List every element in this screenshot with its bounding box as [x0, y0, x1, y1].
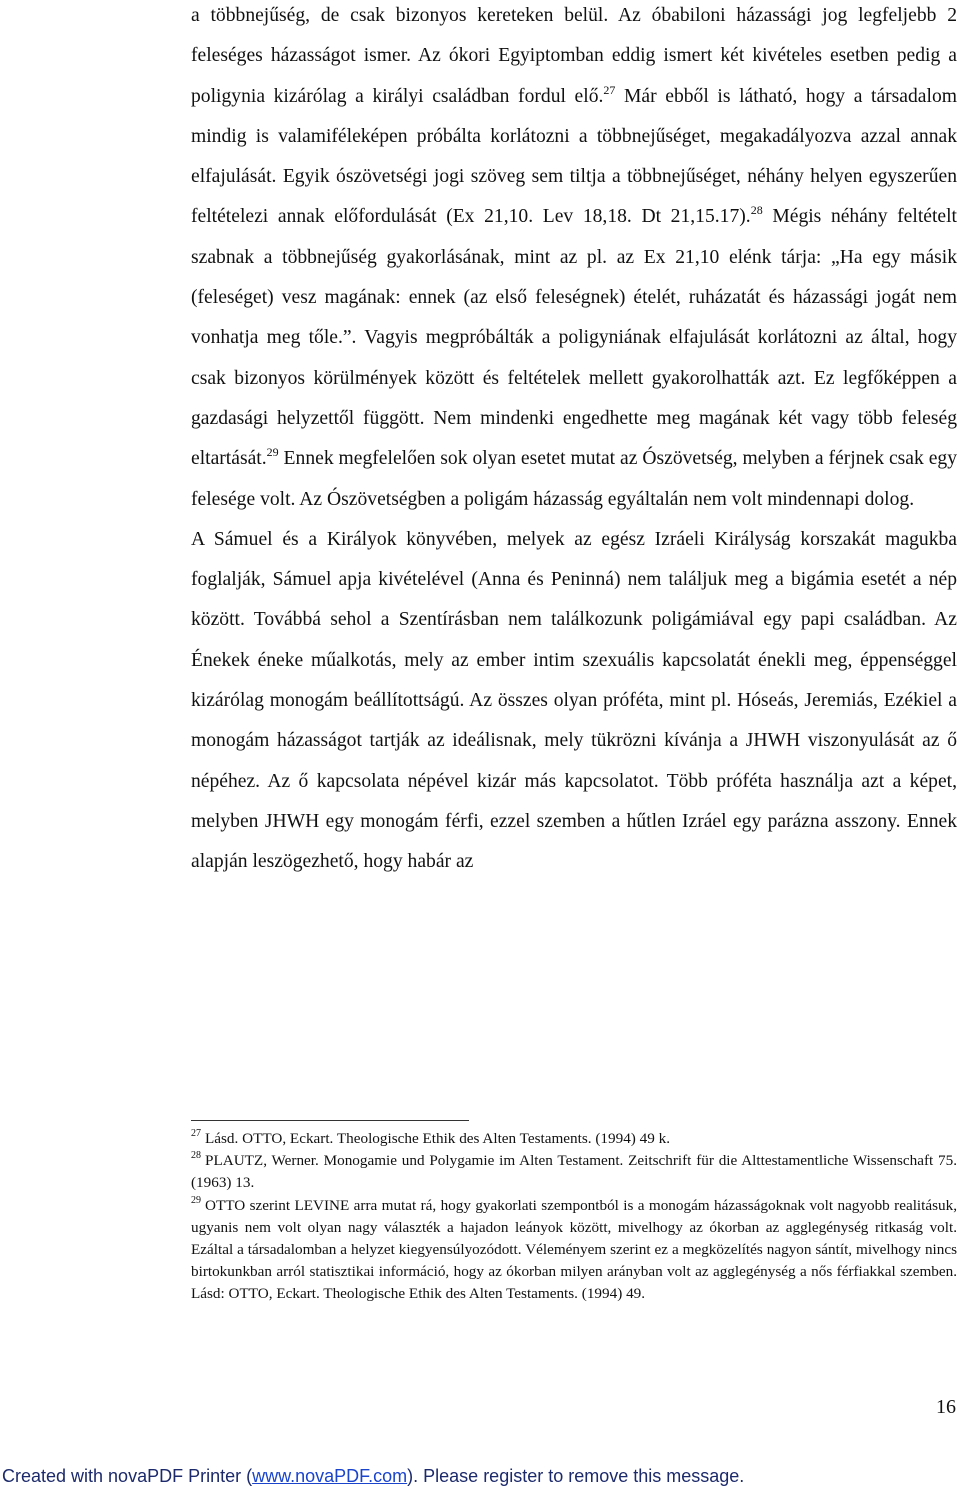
footnote-ref-29: 29 — [266, 445, 279, 460]
page-number: 16 — [936, 1396, 956, 1418]
novapdf-link[interactable]: www.novaPDF.com — [252, 1466, 408, 1486]
footnote-28: $^{28}$ PLAUTZ, Werner. Monogamie und Polygamie im Alten Testament. Zeitschrift für die Alttestamentliche Wissenschaft 75. (1963) 13. — [191, 1150, 957, 1192]
footnote-ref-27: 27 — [603, 82, 616, 97]
body-text — [191, 0, 957, 883]
footnotes — [191, 1128, 957, 1306]
novapdf-banner: Created with novaPDF Printer (www.novaPDF.com). Please register to remove this message. — [2, 1466, 745, 1486]
footnote-separator — [191, 1120, 469, 1121]
footnote-29: $^{29}$ OTTO szerint LEVINE arra mutat rá, hogy gyakorlati szempontból is a monogám házasságoknak volt nagyobb realitásuk, ugyanis nem volt olyan nagy választék a hajadon leányok között, mivelhogy az ókorban az agglegénység ritkaság volt. Ezáltal a társadalomban a helyzet kiegyensúlyozódott. Véleményem szerint ez a megközelítés nagyon sántít, mivelhogy nincs birtokunkban arról statisztikai információ, hogy az ókorban milyen arányban volt az agglegénység a nős férfiakkal szemben. Lásd: OTTO, Eckart. Theologische Ethik des Alten Testaments. (1994) 49. — [191, 1194, 957, 1303]
paragraph-2: A Sámuel és a Királyok könyvében, melyek az egész Izráeli Királyság korszakát magukba foglalják, Sámuel apja kivételével (Anna és Peninná) nem találjuk meg a bigámia esetét a nép között. Továbbá sehol a Szentírásban nem találkozunk poligámiával egy papi családban. Az Énekek éneke műalkotás, mely az ember intim szexuális kapcsolatát énekli meg, éppenséggel kizárólag monogám beállítottságú. Az összes olyan próféta, mint pl. Hóseás, Jeremiás, Ezékiel a monogám házasságot tartják az ideálisnak, mely tükrözni kívánja a JHWH viszonyulását az ő népéhez. Az ő kapcsolata népével kizár más kapcsolatot. Több próféta használja azt a képet, melyben JHWH egy monogám férfi, ezzel szemben a hűtlen Izráel egy parázna asszony. Ennek alapján leszögezhető, hogy habár az — [191, 528, 957, 873]
footnote-ref-28: 28 — [750, 203, 763, 218]
footnote-27: $^{27}$ Lásd. OTTO, Eckart. Theologische Ethik des Alten Testaments. (1994) 49 k. — [191, 1128, 671, 1147]
paragraph-1: a többnejűség, de csak bizonyos kereteken belül. Az óbabiloni házassági jog legfeljebb 2 feleséges házasságot ismer. Az ókori Egyiptomban eddig ismert két kivételes esetben pedig a poligynia kizárólag a királyi családban fordul elő.$^{27}$ Már ebből is látható, hogy a társadalom mindig is valamiféleképen próbálta korlátozni a többnejűséget, megakadályozva azzal annak elfajulását. Egyik ószövetségi jogi szöveg sem tiltja a többnejűséget, néhány helyen egyszerűen feltételezi annak előfordulását (Ex 21,10. Lev 18,18. Dt 21,15.17).$^{28}$ Mégis néhány feltételt szabnak a többnejűség gyakorlásának, mint az pl. az Ex 21,10 elénk tárja: „Ha egy másik (feleséget) vesz magának: ennek (az első feleségnek) ételét, ruházatát és házassági jogát nem vonhatja meg tőle.”. Vagyis megpróbálták a poligyniának elfajulását korlátozni az által, hogy csak bizonyos körülmények között és feltételek mellett gyakorolhatták azt. Ez legfőképpen a gazdasági helyzettől függött. Nem mindenki engedhette meg magának két vagy több feleség eltartását.$^{29}$ Ennek megfelelően sok olyan esetet mutat az Ószövetség, melyben a férjnek csak egy felesége volt. Az Ószövetségben a poligám házasság egyáltalán nem volt mindennapi dolog. — [191, 5, 957, 510]
